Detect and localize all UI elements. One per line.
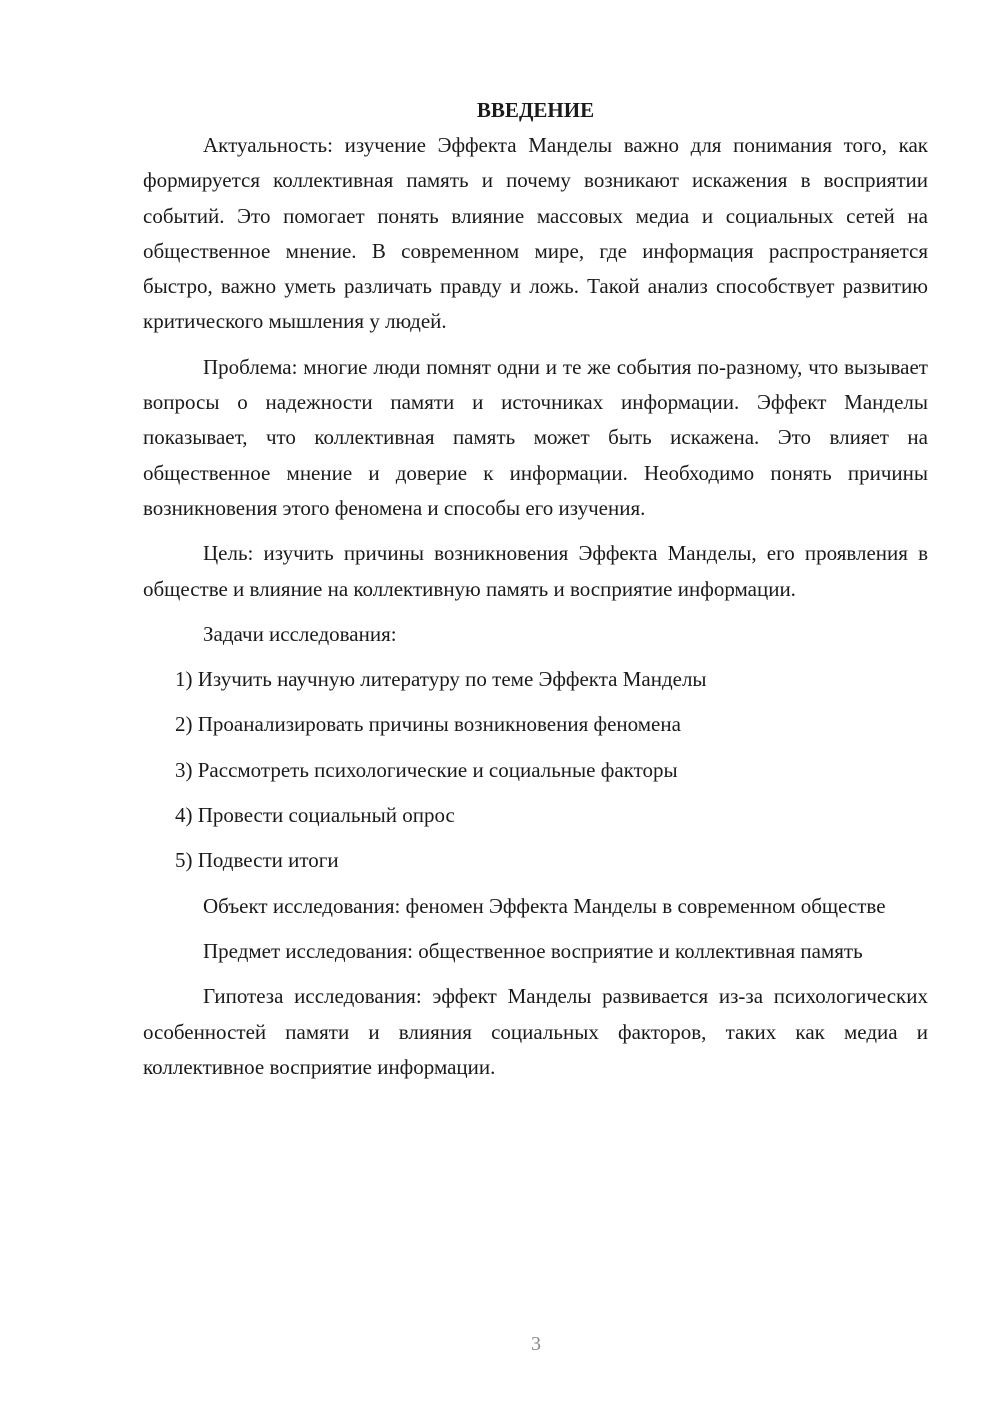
relevance-paragraph: Актуальность: изучение Эффекта Манделы важно для понимания того, как формируется коллективная память и почему возникают искажения в восприятии событий. Это помогает понять влияние массовых медиа и социальных сетей на общественное мнение. В современном мире, где информация распространяется быстро, важно уметь различать правду и ложь. Такой анализ способствует развитию критического мышления у людей. xyxy=(143,133,928,334)
list-item: 1) Изучить научную литературу по теме Эффекта Манделы xyxy=(175,667,707,692)
list-item: 4) Провести социальный опрос xyxy=(175,803,455,828)
list-item: 3) Рассмотреть психологические и социальные факторы xyxy=(175,757,678,782)
goal-paragraph: Цель: изучить причины возникновения Эффекта Манделы, его проявления в обществе и влияние на коллективную память и восприятие информации. xyxy=(143,541,928,601)
hypothesis-paragraph: Гипотеза исследования: эффект Манделы развивается из-за психологических особенностей памяти и влияния социальных факторов, таких как медиа и коллективное восприятие информации. xyxy=(143,984,928,1079)
subject-paragraph: Предмет исследования: общественное восприятие и коллективная память xyxy=(203,938,863,963)
page-content xyxy=(143,93,928,1085)
object-paragraph: Объект исследования: феномен Эффекта Манделы в современном обществе xyxy=(203,893,886,918)
tasks-list xyxy=(143,662,928,878)
problem-paragraph: Проблема: многие люди помнят одни и те же события по-разному, что вызывает вопросы о надежности памяти и источниках информации. Эффект Манделы показывает, что коллективная память может быть искажена. Это влияет на общественное мнение и доверие к информации. Необходимо понять причины возникновения этого феномена и способы его изучения. xyxy=(143,354,928,520)
page-number: 3 xyxy=(531,1333,541,1355)
tasks-title: Задачи исследования: xyxy=(203,621,397,646)
list-item: 5) Подвести итоги xyxy=(175,848,339,873)
list-item: 2) Проанализировать причины возникновения феномена xyxy=(175,712,681,737)
section-heading: ВВЕДЕНИЕ xyxy=(476,98,595,122)
